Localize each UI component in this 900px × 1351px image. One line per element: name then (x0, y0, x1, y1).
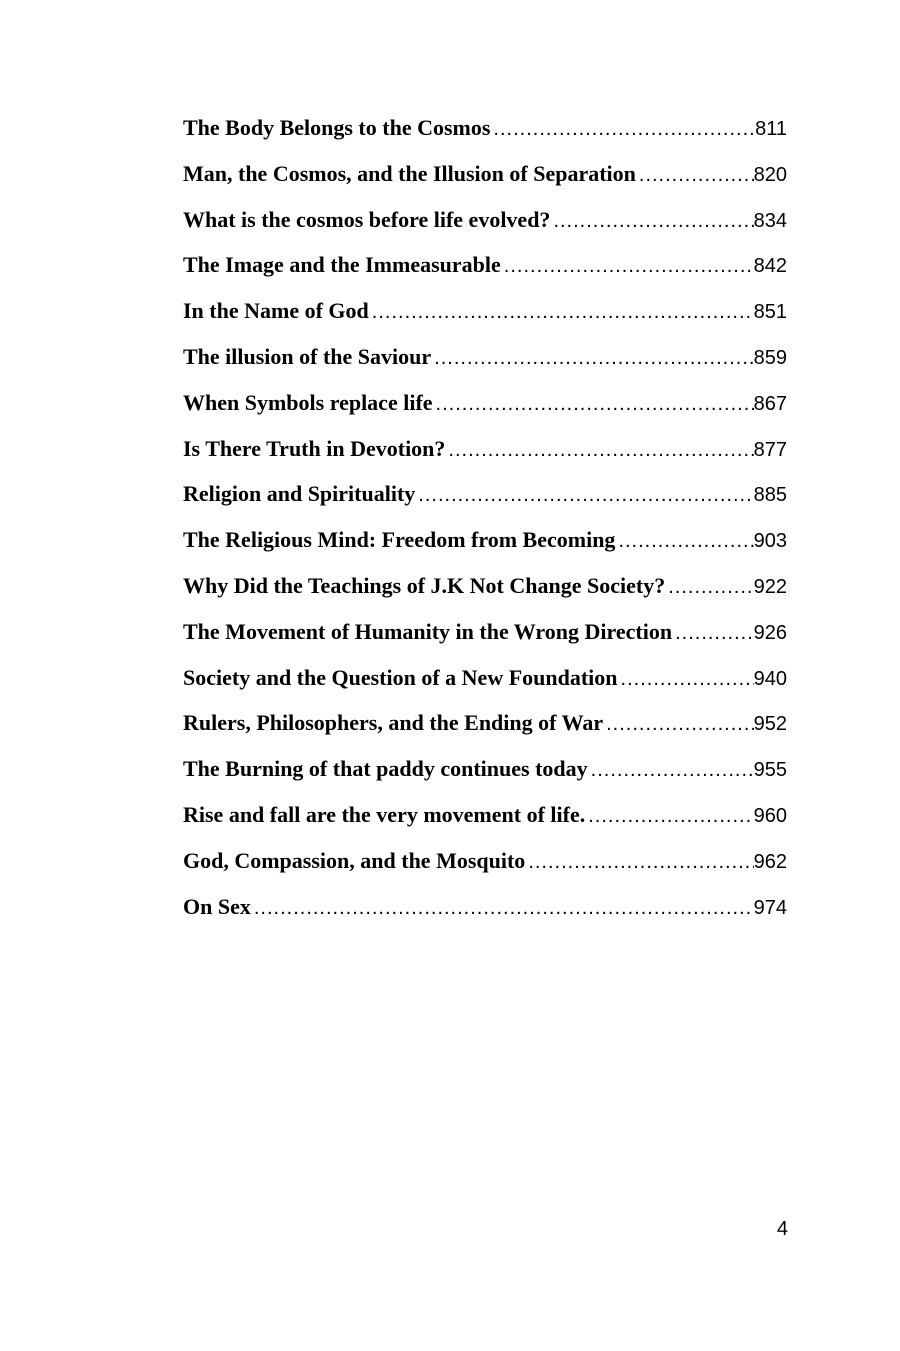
toc-dot-leader (490, 111, 755, 147)
toc-entry (183, 751, 787, 797)
toc-entry-page: 859 (753, 346, 787, 369)
toc-dot-leader (501, 248, 754, 284)
toc-entry-page: 952 (753, 713, 787, 736)
toc-entry (183, 339, 787, 385)
toc-dot-leader (550, 203, 753, 239)
toc-entry-title: On Sex (183, 893, 251, 919)
toc-entry-page: 851 (753, 301, 787, 324)
toc-dot-leader (431, 340, 753, 376)
toc-entry-title: Rise and fall are the very movement of life. (183, 801, 586, 827)
toc-entry (183, 431, 787, 477)
toc-entry-title: The Image and the Immeasurable (183, 252, 501, 278)
toc-entry (183, 568, 787, 614)
toc-dot-leader (251, 890, 754, 926)
toc-dot-leader (445, 432, 753, 468)
toc-entry (183, 660, 787, 706)
toc-entry-title: What is the cosmos before life evolved? (183, 206, 551, 232)
toc-entry (183, 843, 787, 889)
toc-entry-title: In the Name of God (183, 298, 369, 324)
toc-entry-page: 820 (753, 163, 787, 186)
toc-entry-page: 974 (753, 896, 787, 919)
toc-entry-title: When Symbols replace life (183, 389, 433, 415)
toc-entry-title: The illusion of the Saviour (183, 343, 432, 369)
toc-entry-page: 922 (753, 575, 787, 598)
toc-entry-title: Society and the Question of a New Foundation (183, 664, 618, 690)
toc-dot-leader (588, 752, 754, 788)
toc-entry (183, 247, 787, 293)
table-of-contents (183, 110, 787, 934)
toc-entry (183, 476, 787, 522)
toc-entry-title: Rulers, Philosophers, and the Ending of War (183, 710, 604, 736)
toc-dot-leader (369, 294, 754, 330)
toc-entry-title: Man, the Cosmos, and the Illusion of Separation (183, 160, 636, 186)
toc-entry (183, 293, 787, 339)
toc-dot-leader (525, 844, 753, 880)
toc-entry-page: 903 (753, 530, 787, 553)
toc-entry (183, 797, 787, 843)
toc-entry (183, 156, 787, 202)
toc-entry-page: 867 (753, 392, 787, 415)
toc-entry-page: 811 (755, 118, 787, 140)
toc-dot-leader (665, 569, 753, 605)
toc-dot-leader (585, 798, 753, 834)
toc-entry-page: 834 (753, 209, 787, 232)
toc-entry-title: Religion and Spirituality (183, 481, 416, 507)
toc-entry-page: 960 (753, 804, 787, 827)
toc-dot-leader (433, 386, 754, 422)
toc-entry-page: 962 (753, 850, 787, 873)
toc-entry-title: Why Did the Teachings of J.K Not Change Society? (183, 572, 666, 598)
toc-dot-leader (615, 523, 753, 559)
toc-entry-title: The Body Belongs to the Cosmos (183, 115, 491, 140)
toc-dot-leader (636, 157, 754, 193)
toc-entry-page: 877 (753, 438, 787, 461)
toc-entry (183, 889, 787, 935)
toc-entry (183, 614, 787, 660)
toc-dot-leader (618, 661, 754, 697)
toc-entry-page: 842 (753, 255, 787, 278)
toc-entry (183, 385, 787, 431)
toc-entry-title: The Movement of Humanity in the Wrong Direction (183, 618, 673, 644)
toc-entry-title: The Religious Mind: Freedom from Becoming (183, 527, 616, 553)
toc-entry (183, 202, 787, 248)
toc-dot-leader (603, 706, 754, 742)
toc-entry (183, 705, 787, 751)
toc-dot-leader (672, 615, 754, 651)
toc-entry-title: God, Compassion, and the Mosquito (183, 847, 526, 873)
toc-entry-page: 940 (753, 667, 787, 690)
toc-entry-page: 885 (753, 484, 787, 507)
toc-dot-leader (415, 477, 753, 513)
toc-entry-page: 926 (753, 621, 787, 644)
page-number: 4 (776, 1218, 788, 1240)
toc-entry-title: The Burning of that paddy continues today (183, 756, 588, 782)
toc-entry (183, 110, 787, 156)
toc-entry-page: 955 (753, 759, 787, 782)
toc-entry (183, 522, 787, 568)
toc-entry-title: Is There Truth in Devotion? (183, 435, 446, 461)
